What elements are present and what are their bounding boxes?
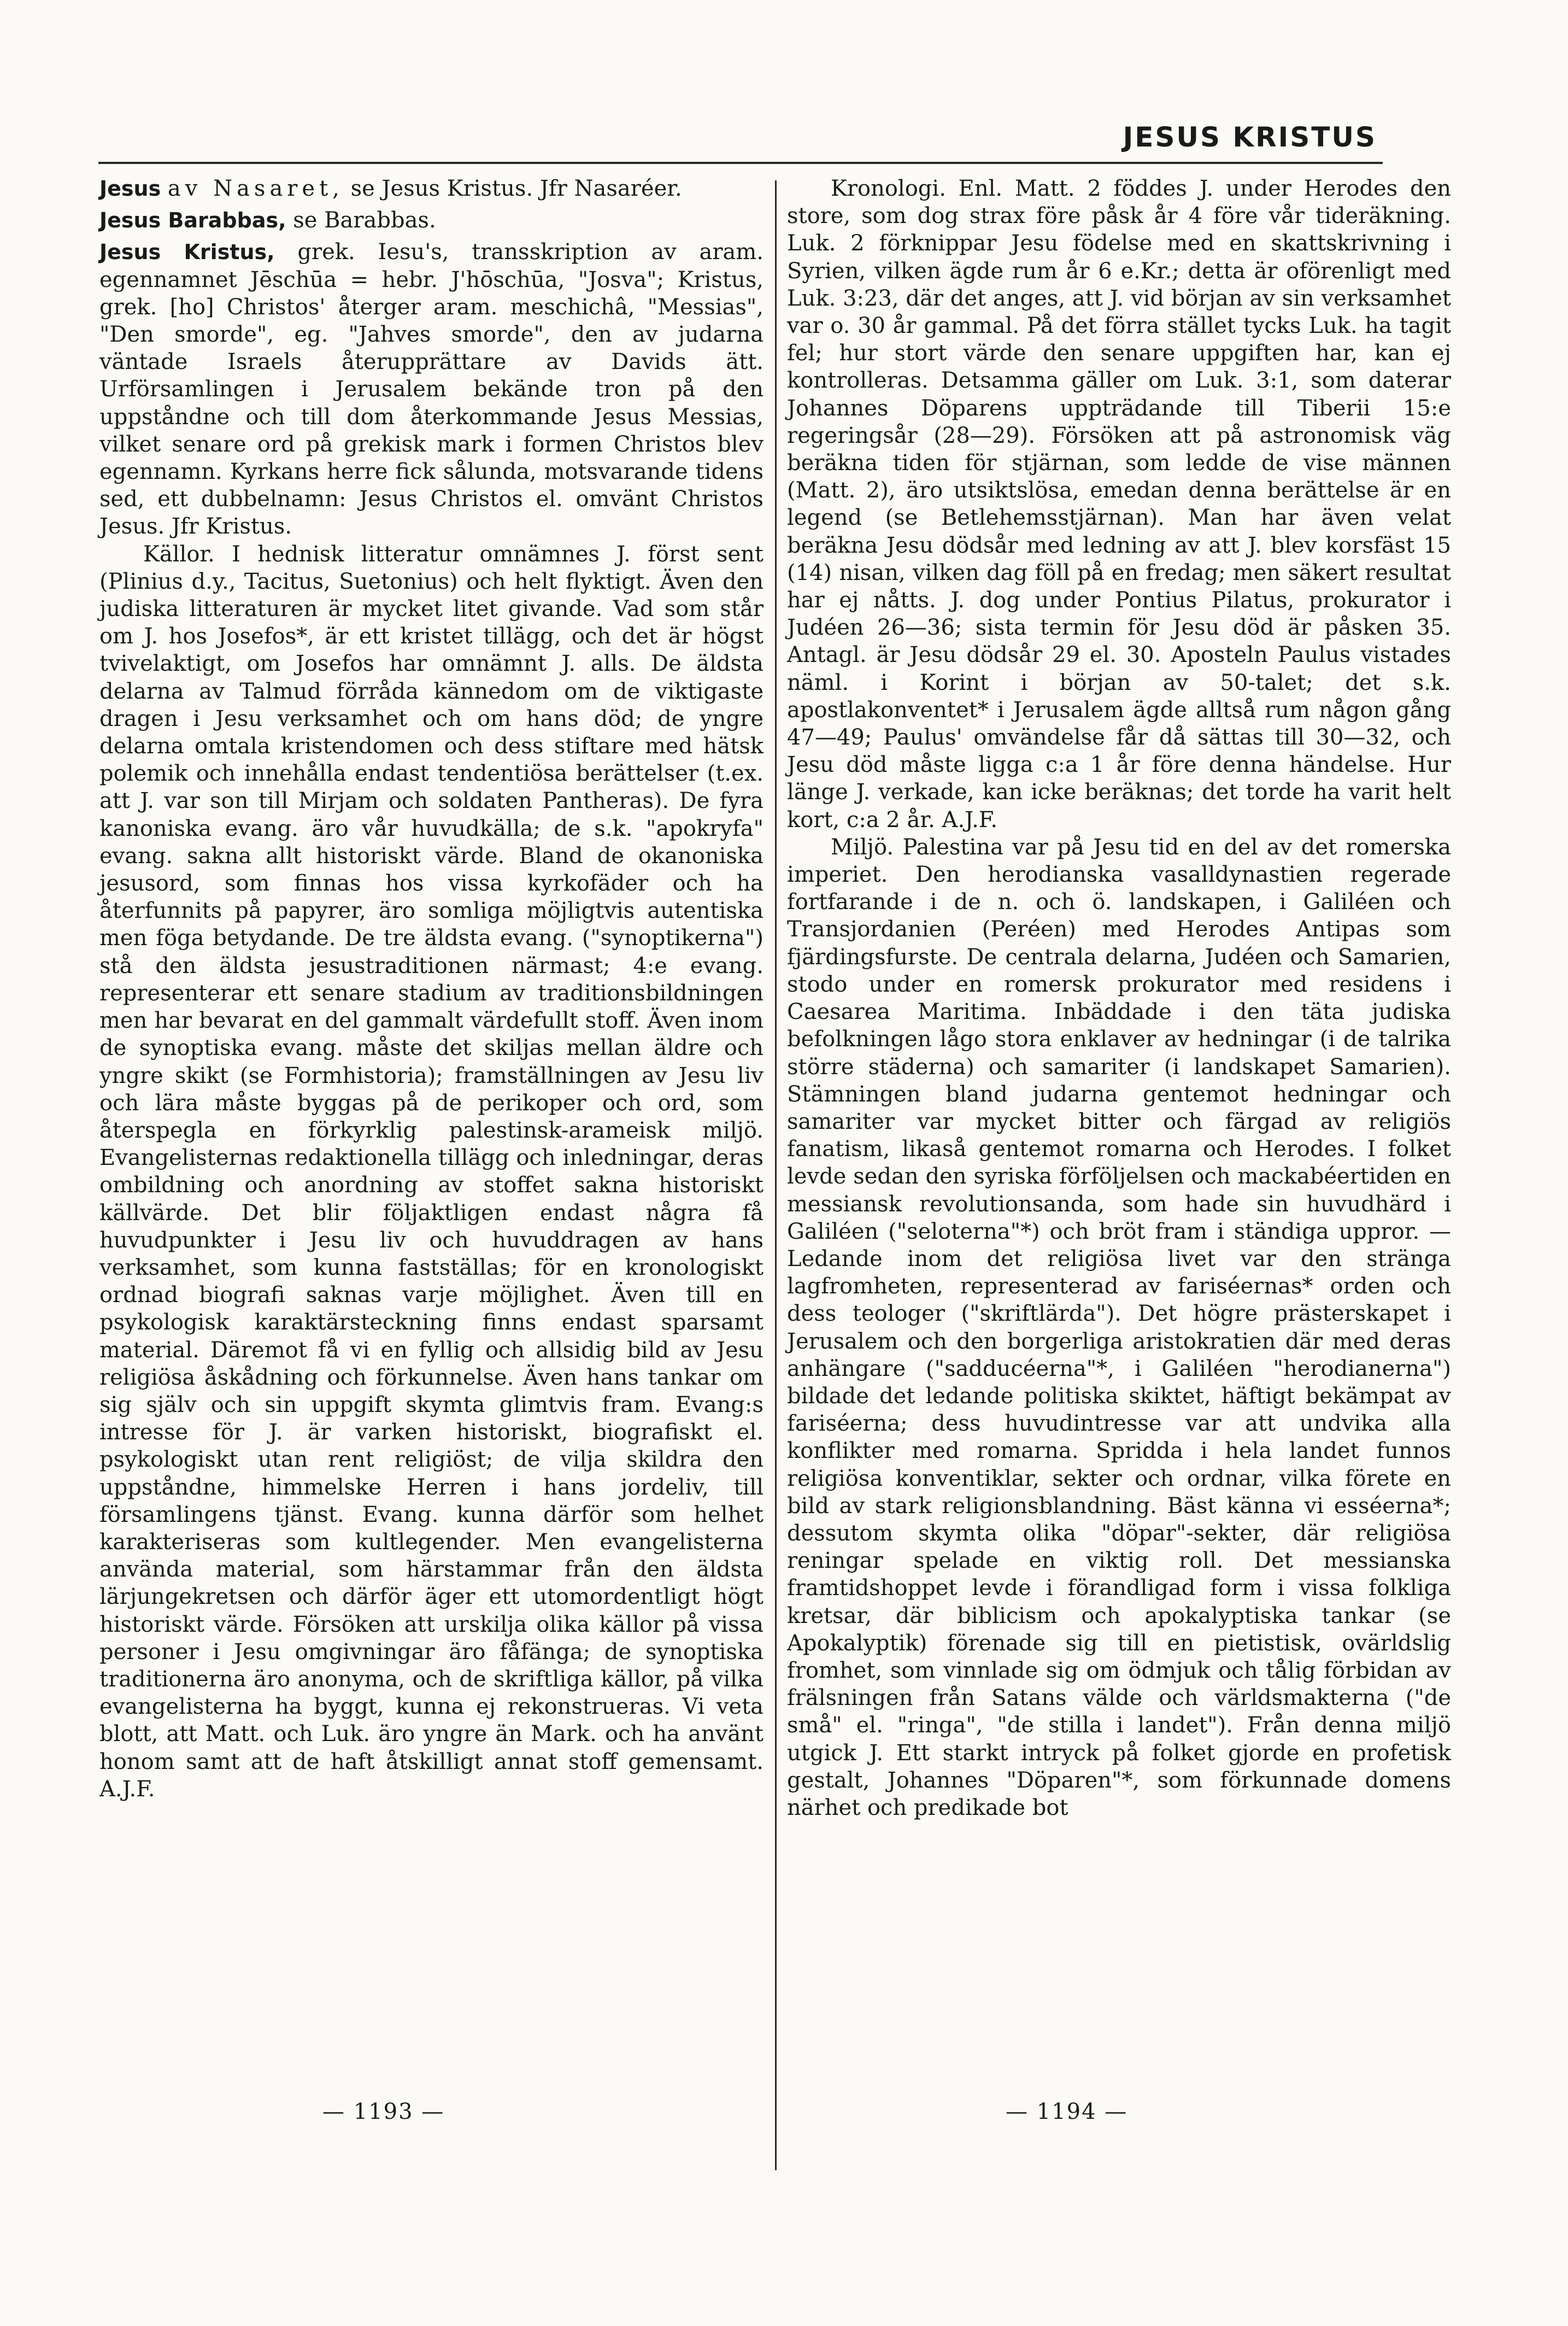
entry-jesus-kristus — [99, 238, 764, 540]
running-header: JESUS KRISTUS — [1123, 121, 1377, 153]
entry-text: se Barabbas. — [286, 208, 436, 233]
page-number-left: — 1193 — — [322, 2099, 445, 2124]
page-number-right: — 1194 — — [1006, 2099, 1128, 2124]
section-kronologi: Kronologi. Enl. Matt. 2 föddes J. under Herodes den store, som dog strax före påsk år 4 före vår tideräkning. Luk. 2 förknippar Jesu födelse med en skattskrivning i Syrien, vilken ägde rum år 6 e.Kr.; detta är oförenligt med Luk. 3:23, där det anges, att J. vid början av sin verksamhet var o. 30 år gammal. På det förra stället tycks Luk. ha tagit fel; hur stort värde den senare uppgiften har, kan ej kontrolleras. Detsamma gäller om Luk. 3:1, som daterar Johannes Döparens uppträdande till Tiberii 15:e regeringsår (28—29). Försöken att på astronomisk väg beräkna tiden för stjärnan, som ledde de vise männen (Matt. 2), äro utsiktslösa, emedan denna berättelse är en legend (se Betlehemsstjärnan). Man har även velat beräkna Jesu dödsår med ledning av att J. blev korsfäst 15 (14) nisan, vilken dag föll på en fredag; men säkert resultat har ej nåtts. J. dog under Pontius Pilatus, prokurator i Judéen 26—36; sista termin för Jesu död är påsken 35. Antagl. är Jesu dödsår 29 el. 30. Aposteln Paulus vistades näml. i Korint i början av 50-talet; det s.k. apostlakonventet* i Jerusalem ägde alltså rum någon gång 47—49; Paulus' omvändelse får då sättas till 30—32, och Jesu död måste ligga c:a 1 år före denna händelse. Hur länge J. verkade, kan icke beräknas; det torde ha varit helt kort, c:a 2 år. A.J.F. — [787, 176, 1451, 833]
headword: Jesus Kristus, — [99, 240, 275, 265]
section-kallor: Källor. I hednisk litteratur omnämnes J. först sent (Plinius d.y., Tacitus, Suetonius) och helt flyktigt. Även den judiska litteraturen är mycket litet givande. Vad som står om J. hos Josefos*, är ett kristet tillägg, och det är högst tvivelaktigt, om Josefos har omnämnt J. alls. De äldsta delarna av Talmud förråda kännedom om de viktigaste dragen i Jesu verksamhet och om hans död; de yngre delarna omtala kristendomen och dess stiftare med hätsk polemik och innehålla endast tendentiösa berättelser (t.ex. att J. var son till Mirjam och soldaten Pantheras). De fyra kanoniska evang. äro vår huvudkälla; de s.k. "apokryfa" evang. sakna allt historiskt värde. Bland de okanoniska jesusord, som finnas hos vissa kyrkofäder och ha återfunnits på papyrer, äro somliga möjligtvis autentiska men föga betydande. De tre äldsta evang. ("synoptikerna") stå den äldsta jesustraditionen närmast; 4:e evang. representerar ett senare stadium av traditionsbildningen men har bevarat en del gammalt värdefullt stoff. Även inom de synoptiska evang. måste det skiljas mellan äldre och yngre skikt (se Formhistoria); framställningen av Jesu liv och lära måste byggas på de perikoper och ord, som återspegla en förkyrklig palestinsk-arameisk miljö. Evangelisternas redaktionella tillägg och inledningar, deras ombildning och anordning av stoffet sakna historiskt källvärde. Det blir följaktligen endast några få huvudpunkter i Jesu liv och huvuddragen av hans verksamhet, som kunna fastställas; för en kronologiskt ordnad biografi saknas varje möjlighet. Även till en psykologisk karaktärsteckning finns endast sparsamt material. Däremot få vi en fyllig och allsidig bild av Jesu religiösa åskådning och förkunnelse. Även hans tankar om sig själv och sin uppgift skymta glimtvis fram. Evang:s intresse för J. är varken historiskt, biografiskt el. psykologiskt utan rent religiöst; de vilja skildra den uppståndne, himmelske Herren i hans jordeliv, till församlingens tjänst. Evang. kunna därför som helhet karakteriseras som kultlegender. Men evangelisterna använda material, som härstammar från den äldsta lärjungekretsen och därför äger ett utomordentligt högt historiskt värde. Försöken att urskilja olika källor på vissa personer i Jesu omgivningar äro fåfänga; de synoptiska traditionerna äro anonyma, och de skriftliga källor, på vilka evangelisterna ha byggt, kunna ej rekonstrueras. Vi veta blott, att Matt. och Luk. äro yngre än Mark. och ha använt honom samt att de haft åtskilligt annat stoff gemensamt. A.J.F. — [99, 541, 764, 1802]
headword: Jesus — [99, 177, 161, 201]
header-rule — [98, 162, 1383, 164]
right-column — [787, 175, 1451, 1821]
headword: Jesus Barabbas, — [99, 208, 286, 233]
section-miljo: Miljö. Palestina var på Jesu tid en del av det romerska imperiet. Den herodianska vasalldynastien regerade fortfarande i de n. och ö. landskapen, i Galiléen och Transjordanien (Peréen) med Herodes Antipas som fjärdingsfurste. De centrala delarna, Judéen och Samarien, stodo under en romersk prokurator med residens i Caesarea Maritima. Inbäddade i den täta judiska befolkningen lågo stora enklaver av hedningar (i de talrika större städerna) och samariter (i landskapet Samarien). Stämningen bland judarna gentemot hedningar och samariter var mycket bitter och färgad av religiös fanatism, likaså gentemot romarna och Herodes. I folket levde sedan den syriska förföljelsen och mackabéertiden en messiansk revolutionsanda, som hade sin huvudhärd i Galiléen ("seloterna"*) och bröt fram i ständiga uppror. — Ledande inom det religiösa livet var den stränga lagfromheten, representerad av fariséernas* orden och dess teologer ("skriftlärda"). Det högre prästerskapet i Jerusalem och den borgerliga aristokratien där med deras anhängare ("sadducéerna"*, i Galiléen "herodianerna") bildade det ledande politiska skiktet, häftigt bekämpat av fariséerna; dess huvudintresse var att undvika alla konflikter med romarna. Spridda i hela landet funnos religiösa konventiklar, sekter och ordnar, vilka förete en bild av stark religionsblandning. Bäst känna vi esséerna*; dessutom skymta olika "döpar"-sekter, där religiösa reningar spelade en viktig roll. Det messianska framtidshoppet levde i förandligad form i vissa folkliga kretsar, där biblicism och apokalyptiska tankar (se Apokalyptik) förenade sig till en pietistisk, ovärldslig fromhet, som vinnlade sig om ödmjuk och tålig förbidan av frälsningen från Satans välde och världsmakterna ("de små" el. "ringa", "de stilla i landet"). Från denna miljö utgick J. Ett starkt intryck på folket gjorde en profetisk gestalt, Johannes "Döparen"*, som förkunnade domens närhet och predikade bot — [787, 834, 1451, 1820]
entry-text: grek. Iesu's, transskription av aram. egennamnet Jēschūa = hebr. J'hōschūa, "Josva"; Kristus, grek. [ho] Christos' återger aram. meschichâ, "Messias", "Den smorde", eg. "Jahves smorde", den av judarna väntade Israels återupprättare av Davids ätt. Urförsamlingen i Jerusalem bekände tron på den uppståndne och till dom återkommande Jesus Messias, vilket senare ord på grekisk mark i formen Christos blev egennamn. Kyrkans herre fick sålunda, motsvarande tidens sed, ett dubbelnamn: Jesus Christos el. omvänt Christos Jesus. Jfr Kristus. — [99, 239, 764, 540]
column-divider — [775, 180, 777, 2170]
left-column — [99, 175, 764, 1803]
entry-jesus-barabbas — [99, 207, 764, 234]
spaced-text: av Nasaret, — [167, 176, 344, 201]
entry-jesus-av-nasaret — [99, 175, 764, 202]
entry-text: se Jesus Kristus. Jfr Nasaréer. — [343, 176, 682, 201]
